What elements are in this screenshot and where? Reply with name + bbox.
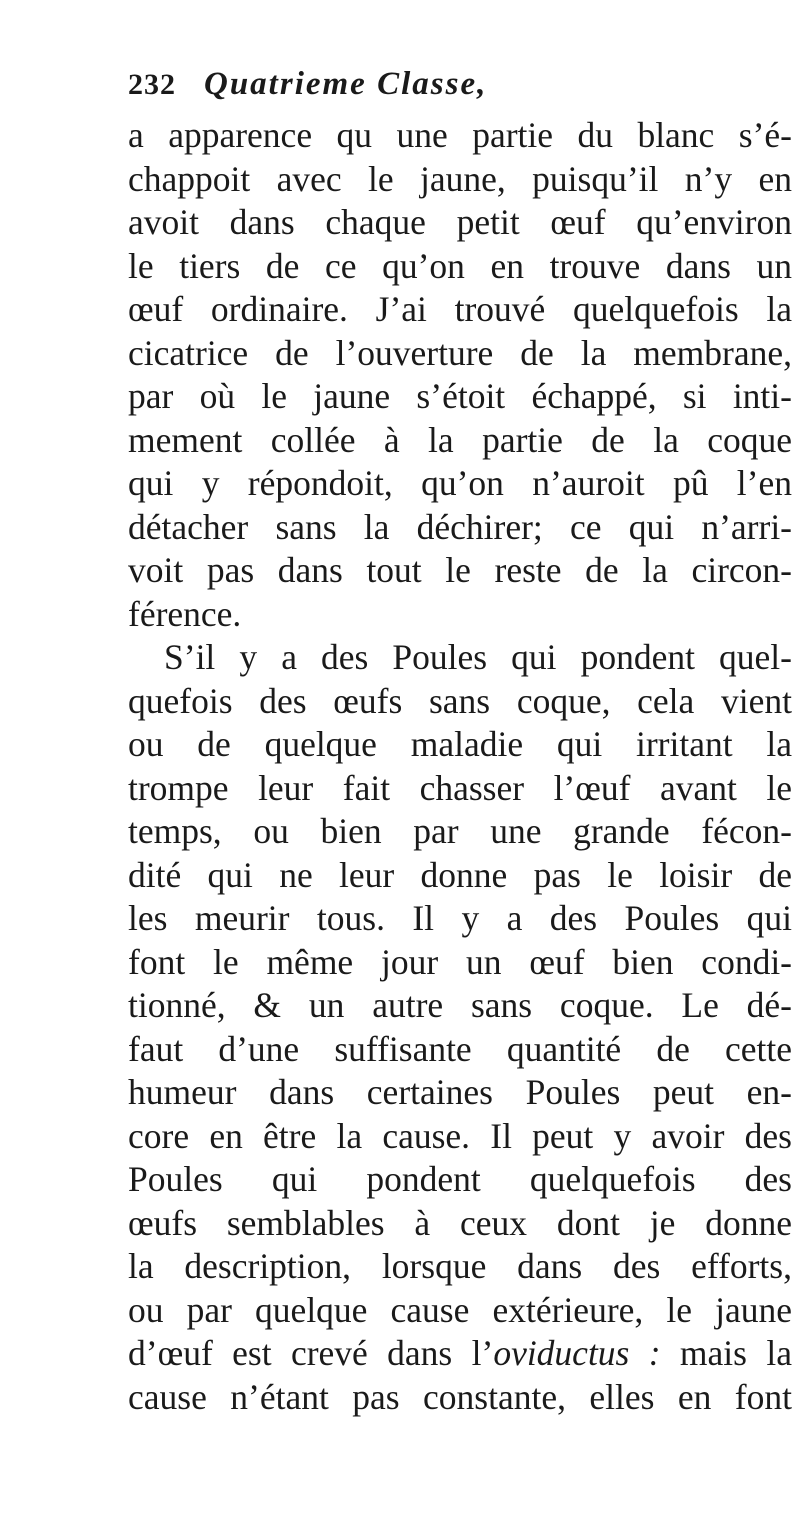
text-fragment: mais la <box>660 1333 792 1373</box>
text-line: ou par quelque cause extérieure, le jaune <box>128 1289 792 1330</box>
page-header <box>128 66 788 116</box>
text-line: a apparence qu une partie du blanc s’é- <box>128 115 792 155</box>
text-line: la description, lorsque dans des efforts, <box>128 1246 792 1286</box>
text-line: férence. <box>128 593 242 634</box>
text-line: ou de quelque maladie qui irritant la <box>128 724 792 764</box>
text-line: tionné, & un autre sans coque. Le dé- <box>128 985 792 1025</box>
page-number: 232 <box>128 68 176 101</box>
text-line: font le même jour un œuf bien condi- <box>128 941 792 982</box>
page-body <box>128 114 792 1419</box>
text-line: temps, ou bien par une grande fécon- <box>128 811 792 851</box>
text-line: cause n’étant pas constante, elles en font <box>128 1376 792 1417</box>
text-line: quefois des œufs sans coque, cela vient <box>128 680 792 721</box>
italic-term: oviductus : <box>493 1333 661 1373</box>
text-line: œuf ordinaire. J’ai trouvé quelquefois la <box>128 289 792 329</box>
text-line-oviductus <box>128 1332 792 1376</box>
text-line: humeur dans certaines Poules peut en- <box>128 1072 792 1112</box>
text-line: S’il y a des Poules qui pondent quel- <box>164 637 792 677</box>
text-line: dité qui ne leur donne pas le loisir de <box>128 854 792 895</box>
text-line: voit pas dans tout le reste de la circon- <box>128 550 792 590</box>
text-line: cicatrice de l’ouverture de la membrane, <box>128 332 792 373</box>
text-line: par où le jaune s’étoit échappé, si inti- <box>128 376 792 416</box>
running-title: Quatrieme Classe, <box>204 66 488 102</box>
text-line: qui y répondoit, qu’on n’auroit pû l’en <box>128 463 792 503</box>
text-line: core en être la cause. Il peut y avoir des <box>128 1115 792 1156</box>
text-line: mement collée à la partie de la coque <box>128 419 792 460</box>
text-line: chappoit avec le jaune, puisqu’il n’y en <box>128 158 792 199</box>
text-line: avoit dans chaque petit œuf qu’environ <box>128 202 792 242</box>
text-line: œufs semblables à ceux dont je donne <box>128 1202 792 1243</box>
text-line: détacher sans la déchirer; ce qui n’arri- <box>128 506 792 547</box>
text-line: faut d’une suffisante quantité de cette <box>128 1028 792 1069</box>
text-line: le tiers de ce qu’on en trouve dans un <box>128 245 792 286</box>
text-line: Poules qui pondent quelquefois des <box>128 1159 792 1199</box>
text-line: les meurir tous. Il y a des Poules qui <box>128 898 792 938</box>
text-line: trompe leur fait chasser l’œuf avant le <box>128 767 792 808</box>
text-fragment: d’œuf est crevé dans l’ <box>128 1333 494 1373</box>
